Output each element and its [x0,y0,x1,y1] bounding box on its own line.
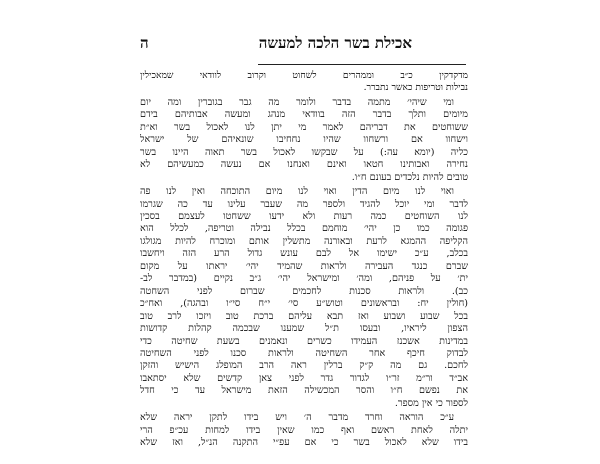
text-line: ששוחטים את דבריהם לאמר מי יתן לנו לאכול בשר וא״ת [140,121,468,133]
text-line: יתלה לאחת ראשם ואף כמו שאין בידו למחות עכ״פ הרי [140,424,468,436]
text-line: וישחוו אם ורשחוו שהיו נחחיבו שונאיהם של ישראל [140,134,468,146]
text-line: בידו שלא לאכול בשר כי אם עפ״י התקנה הנ״ל, ואז שלא [140,437,468,449]
paragraph-3 [140,412,468,449]
text-line: לחכם. גם מה ק״ק ברלין ראה הרב המופלג הישיש והזקן [140,360,468,372]
text-line: כב). ולראות סכנות לחכמים שברום לפני השחטה [140,285,468,297]
paragraph-2 [140,186,468,410]
text-line: מיומים ותלך בדבר הזה בוודאי מנהג ומעשה אבותיהם בידם [140,109,468,121]
text-line: מדקדקין כ״ב וממהרים לשחוט וקרוב לוודאי שמאכילין [140,70,468,81]
text-line: (חולין יח: ובראשונים וטוש״ע סי׳ י״ח סי״ו ובהגה), ואח״כ [140,298,468,310]
body-text [140,70,468,450]
header-rule [258,64,466,65]
text-line: נחירה ואבותינו חטאו ואינם ואנחנו אם נעשה כמעשיהם לא [140,159,468,171]
text-line: אב״ד ור״מ זר״ו לגדור גדר לפני צאן קדשים שלא יסתאבו [140,372,468,384]
text-line: שברם כנגד העבירה ולראות שהמיד יהי׳ יראתו על מקום [140,260,468,272]
text-line: ואוי לנו מיום הדין ואוי לנו מיום התוכחה ואין לנו פה [140,186,454,198]
text-line: לספור כי אין מספר. [394,397,468,409]
text-line: כליה (יומא עה:) על שבקשו לאכול בשר תאוה היינו בשר [140,146,468,158]
text-line: טובים להיות נלכדים בעונם ח״ו. [351,171,468,183]
text-line: ע״כ הוראה וחרד מדבר ה׳ ויש בידו לתקן יראה שלא [140,412,454,424]
footnote-continuation [140,70,468,95]
text-line: הצפון ליראיו, ובעסו ת״ל שמענו שבכמה קהלות קדושות [140,323,468,335]
text-line: לדבר ומי יוכל להגיד ולספר מה שעבר עלינו עד כה שגרמו [140,198,468,210]
text-line: בכל שבוע ושבוע ואז תבא עליהם ברכת טוב ויזכו לרב טוב [140,310,468,322]
text-line: את נפשם ח״ו והסר המכשילה הזאת מישראל עד כי חדל [140,385,468,397]
text-line: לנו השוחטים כמה רעות ולא ידעו ששחטו לעצמם בסכין [140,210,468,222]
text-line: במדינות אשכנז העמידו כשרים ונאמנים בשעת שחיטה כדי [140,335,468,347]
text-line: נבילות וטריפות כאשר נתברר. [363,82,468,94]
text-line: ית׳ על פניהם, ומה׳ ומישראל יהי׳ ג״ב נקיים (במדבר לב- [140,273,468,285]
text-line: ומי שיהי׳ מתמה בדבר ולומר מה גבר בגוברין ומה יום [140,96,454,108]
running-header [140,34,466,56]
text-line: הקליפה ההמגא לרעת ובאורנה מתשלין אותם ומוכרח להיות מגולגו [140,235,468,247]
text-line: פגומה כמו כן יהי׳ מוחמם בכלל נבילה וטריפה, לכלל הוא [140,223,468,235]
text-line: בכלב, ע״כ ישימו אל לבם עונש גדול הרע הזה ויחשבו [140,248,468,260]
header-title: אכילת בשר הלכה למעשה [258,34,412,52]
text-line: לבדוק חיכף אחר השחיטה ולראות סכנו לפני השחיטה [140,347,468,359]
paragraph-1 [140,97,468,184]
page-number: ה [140,34,149,52]
